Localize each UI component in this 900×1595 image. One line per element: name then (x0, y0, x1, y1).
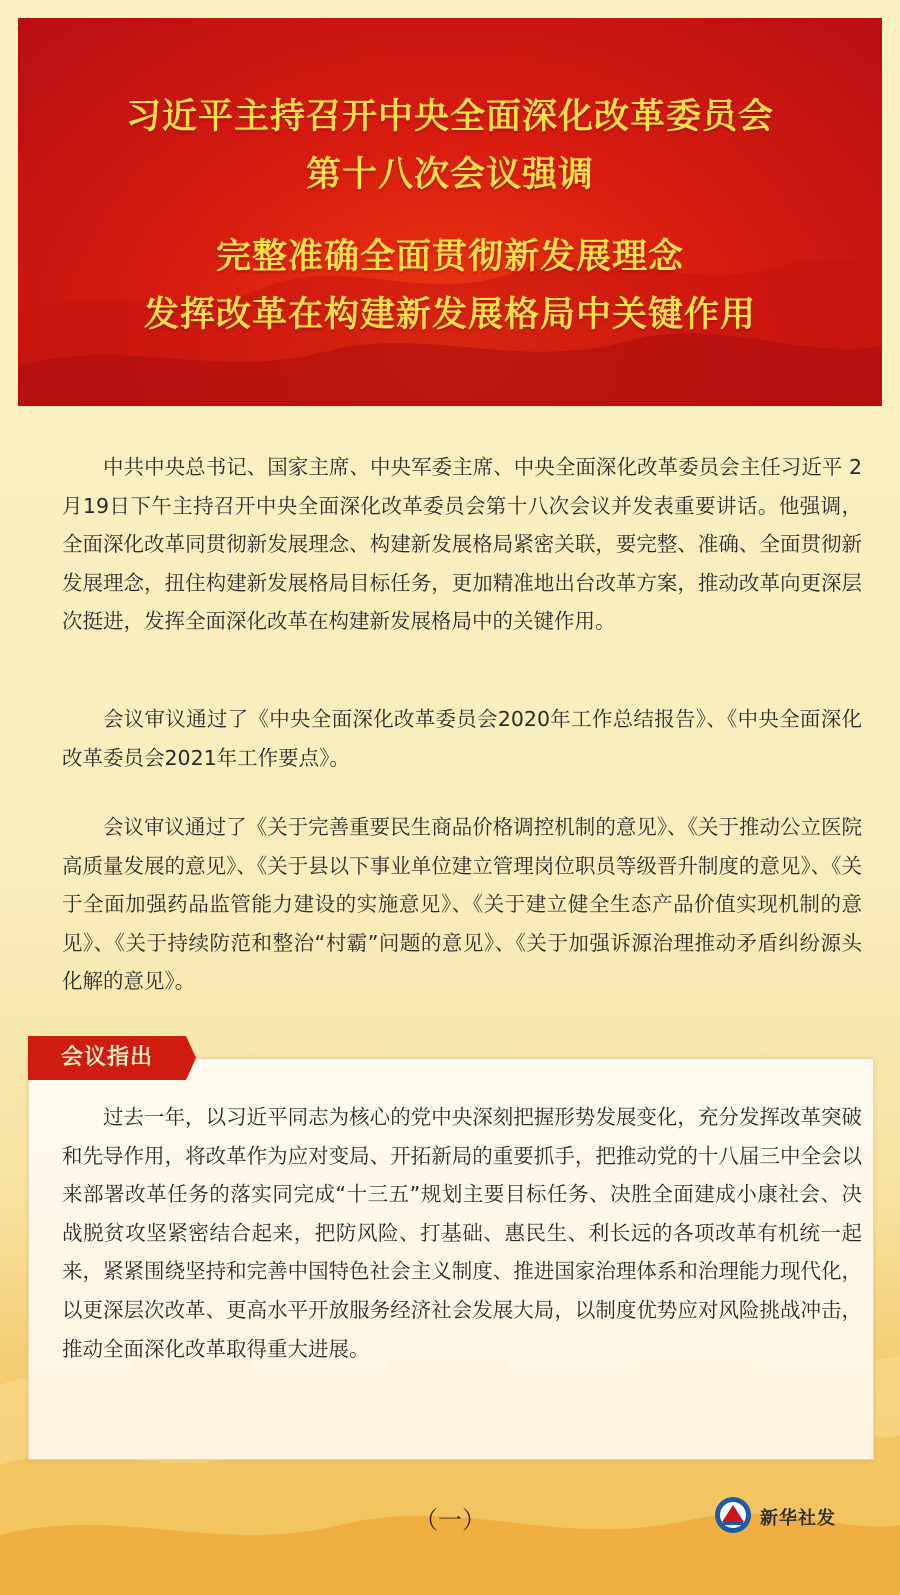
meeting-points-text: 过去一年，以习近平同志为核心的党中央深刻把握形势发展变化，充分发挥改革突破和先导作用，将改革作为应对变局、开拓新局的重要抓手，把推动党的十八届三中全会以来部署改革任务的落实同完成“十三五”规划主要目标任务、决胜全面建成小康社会、决战脱贫攻坚紧密结合起来，把防风险、打基础、惠民生、利长远的各项改革有机统一起来，紧紧围绕坚持和完善中国特色社会主义制度、推进国家治理体系和治理能力现代化，以更深层次改革、更高水平开放服务经济社会发展大局，以制度优势应对风险挑战冲击，推动全面深化改革取得重大进展。 (62, 1105, 862, 1361)
headline-line-1: 习近平主持召开中央全面深化改革委员会 (125, 97, 774, 137)
header-banner (18, 18, 882, 406)
paragraph-reports: 会议审议通过了《中央全面深化改革委员会2020年工作总结报告》、《中央全面深化改革委员会2021年工作要点》。 (62, 707, 862, 770)
xinhua-logo-icon (714, 1496, 752, 1534)
section-tag: 会议指出 (28, 1036, 186, 1080)
headline (18, 88, 882, 344)
headline-line-2: 第十八次会议强调 (305, 155, 594, 195)
paragraph-opinions: 会议审议通过了《关于完善重要民生商品价格调控机制的意见》、《关于推动公立医院高质量发展的意见》、《关于县以下事业单位建立管理岗位职员等级晋升制度的意见》、《关于全面加强药品监管能力建设的实施意见》、《关于建立健全生态产品价值实现机制的意见》、《关于持续防范和整治“村霸”问题的意见》、《关于加强诉源治理推动矛盾纠纷源头化解的意见》。 (62, 815, 862, 994)
subheadline-line-2: 发挥改革在构建新发展格局中关键作用 (143, 295, 756, 335)
paragraph-intro: 中共中央总书记、国家主席、中央军委主席、中央全面深化改革委员会主任习近平 2月19日下午主持召开中央全面深化改革委员会第十八次会议并发表重要讲话。他强调，全面深化改革同贯彻新发展理念、构建新发展格局紧密关联，要完整、准确、全面贯彻新发展理念，扭住构建新发展格局目标任务，更加精准地出台改革方案，推动改革向更深层次挺进，发挥全面深化改革在构建新发展格局中的关键作用。 (62, 455, 862, 634)
brand-credit: 新华社发 (760, 1508, 836, 1529)
page-number: （一） (414, 1506, 486, 1534)
subheadline-line-1: 完整准确全面贯彻新发展理念 (215, 237, 684, 277)
